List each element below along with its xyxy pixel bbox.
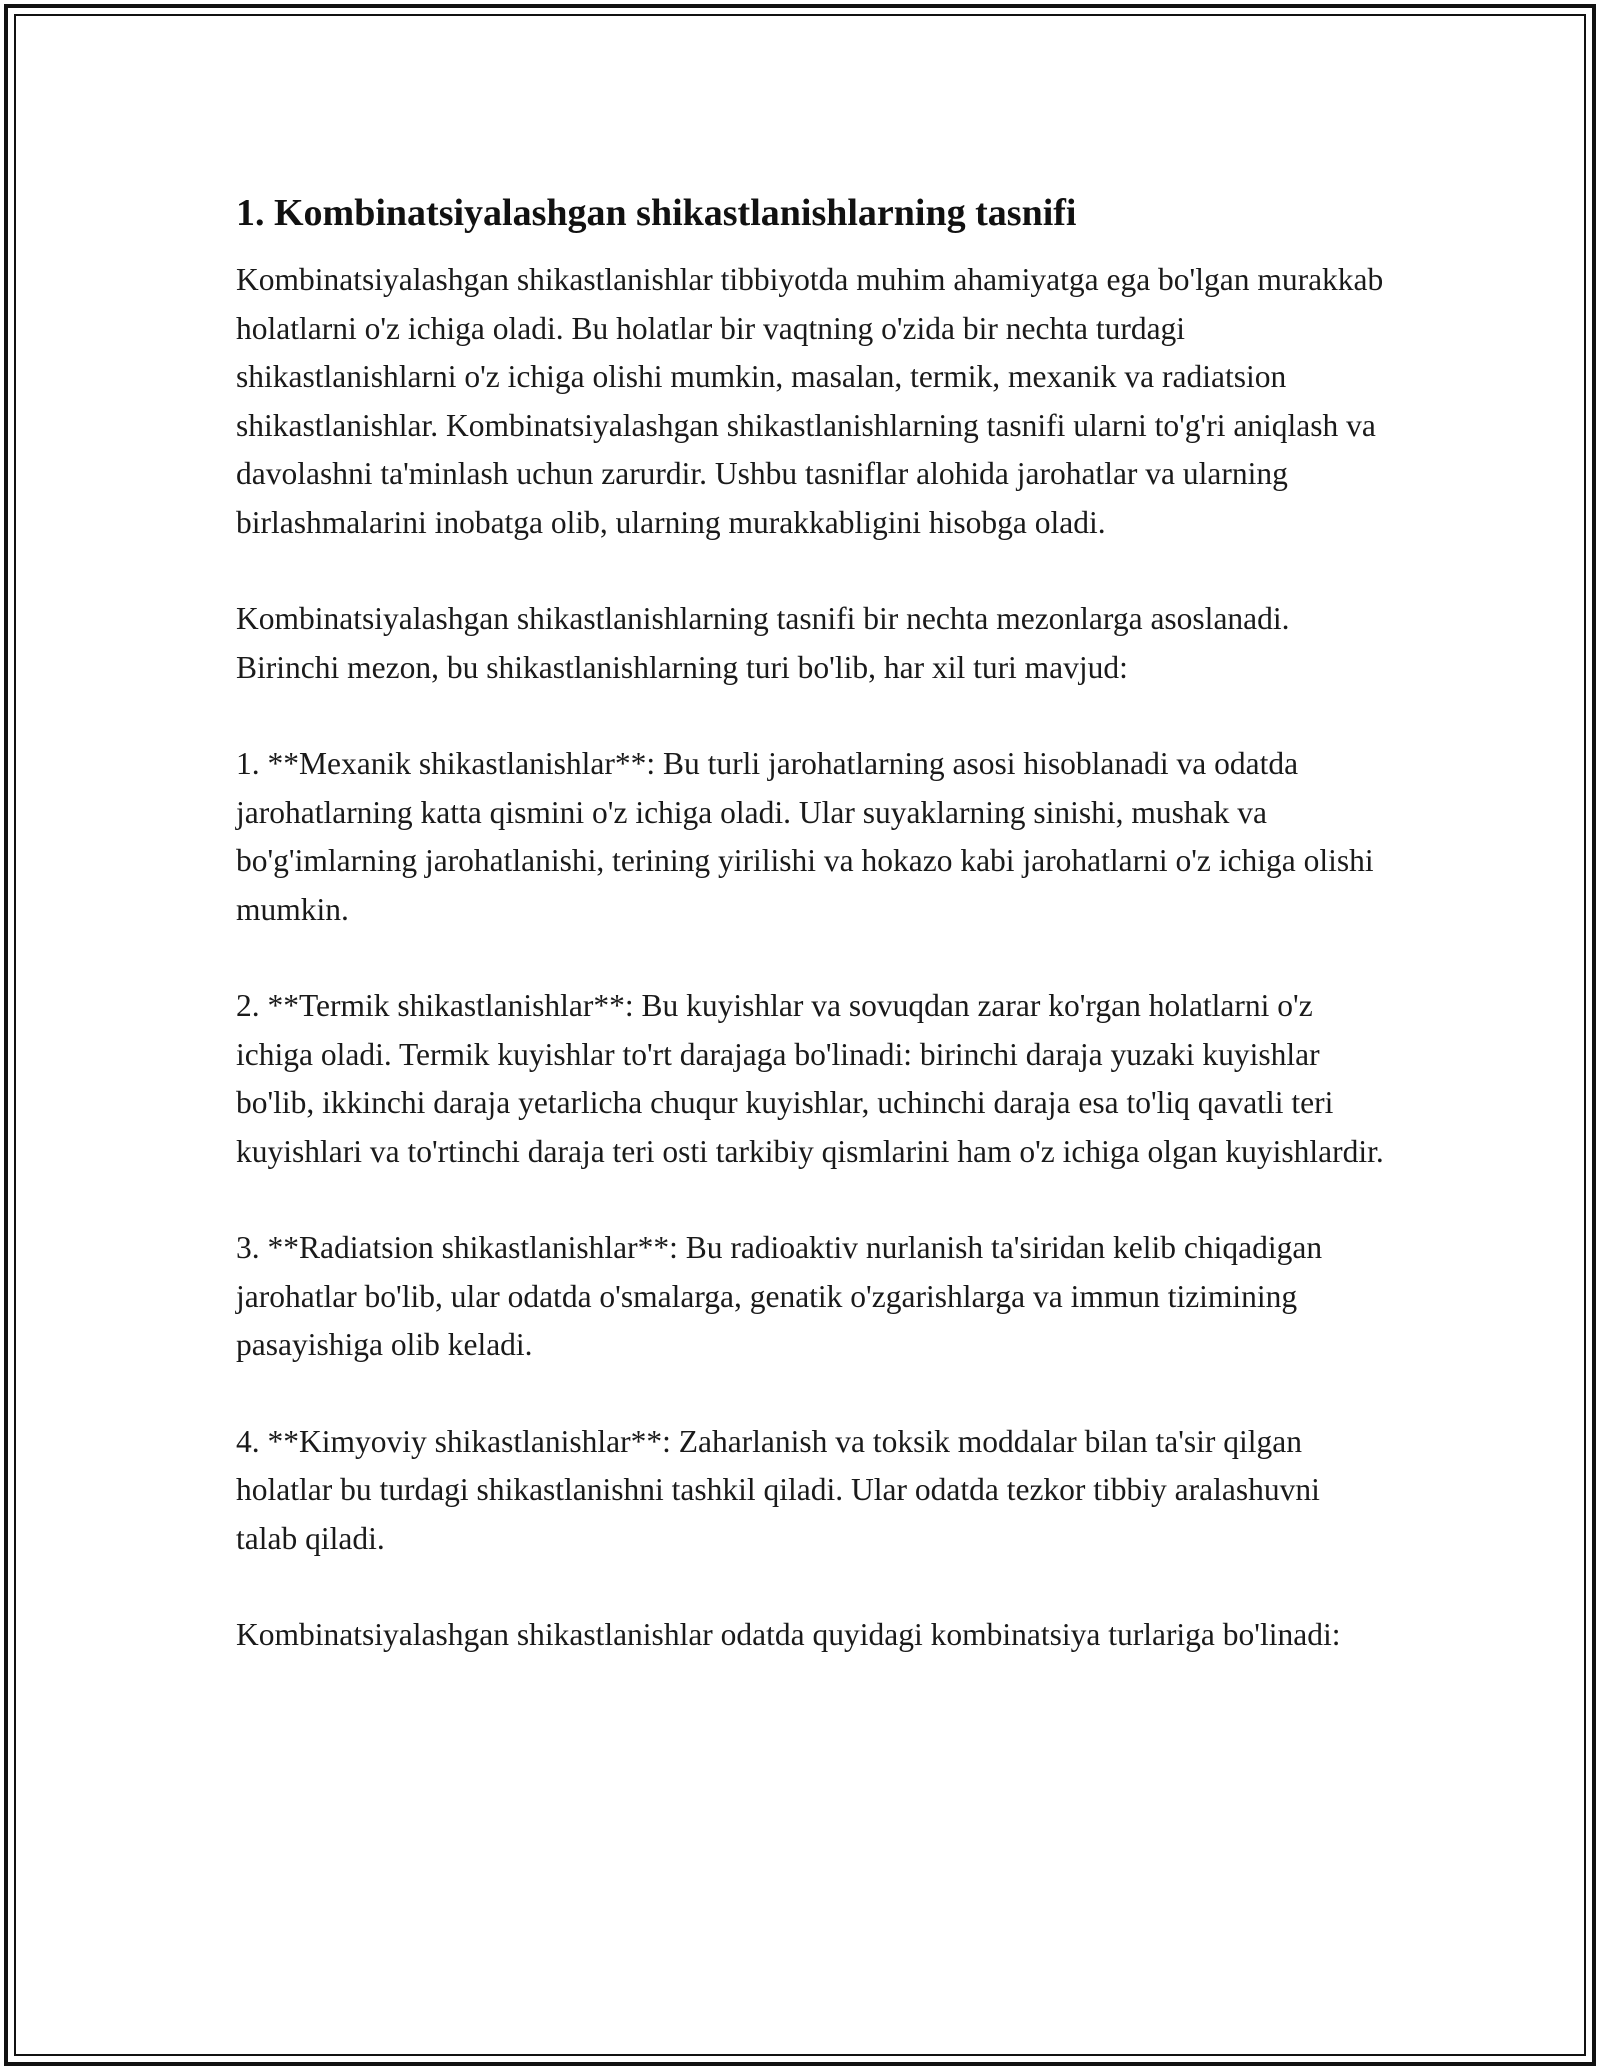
list-item-radiation: 3. **Radiatsion shikastlanishlar**: Bu radioaktiv nurlanish ta'siridan kelib chiqadigan jarohatlar bo'lib, ular odatda o'smalarga, genatik o'zgarishlarga va immun tizimining pasayishiga olib keladi.: [236, 1230, 1323, 1362]
list-item-mechanical: 1. **Mexanik shikastlanishlar**: Bu turli jarohatlarning asosi hisoblanadi va odatda jarohatlarning katta qismini o'z ichiga oladi. Ular suyaklarning sinishi, mushak va bo'g'imlarning jarohatlanishi, terining yirilishi va hokazo kabi jarohatlarni o'z ichiga olishi mumkin.: [236, 746, 1374, 927]
intro-paragraph: Kombinatsiyalashgan shikastlanishlar tibbiyotda muhim ahamiyatga ega bo'lgan murakkab holatlarni o'z ichiga oladi. Bu holatlar bir vaqtning o'zida bir nechta turdagi shikastlanishlarni o'z ichiga olishi mumkin, masalan, termik, mexanik va radiatsion shikastlanishlar. Kombinatsiyalashgan shikastlanishlarning tasnifi ularni to'g'ri aniqlash va davolashni ta'minlash uchun zarurdir. Ushbu tasniflar alohida jarohatlar va ularning birlashmalarini inobatga olib, ularning murakkabligini hisobga oladi.: [236, 262, 1384, 540]
document-body: [236, 186, 1386, 1708]
section-heading: 1. Kombinatsiyalashgan shikastlanishlarning tasnifi: [236, 192, 1077, 234]
criteria-paragraph: Kombinatsiyalashgan shikastlanishlarning tasnifi bir nechta mezonlarga asoslanadi. Birinchi mezon, bu shikastlanishlarning turi bo'lib, har xil turi mavjud:: [236, 601, 1290, 685]
list-item-chemical: 4. **Kimyoviy shikastlanishlar**: Zaharlanish va toksik moddalar bilan ta'sir qilgan holatlar bu turdagi shikastlanishni tashkil qiladi. Ular odatda tezkor tibbiy aralashuvni talab qiladi.: [236, 1423, 1320, 1556]
closing-paragraph: Kombinatsiyalashgan shikastlanishlar odatda quyidagi kombinatsiya turlariga bo'linadi:: [236, 1617, 1341, 1652]
list-item-thermal: 2. **Termik shikastlanishlar**: Bu kuyishlar va sovuqdan zarar ko'rgan holatlarni o'z ichiga oladi. Termik kuyishlar to'rt darajaga bo'linadi: birinchi daraja yuzaki kuyishlar bo'lib, ikkinchi daraja yetarlicha chuqur kuyishlar, uchinchi daraja esa to'liq qavatli teri kuyishlari va to'rtinchi daraja teri osti tarkibiy qismlarini ham o'z ichiga olgan kuyishlardir.: [236, 988, 1384, 1169]
